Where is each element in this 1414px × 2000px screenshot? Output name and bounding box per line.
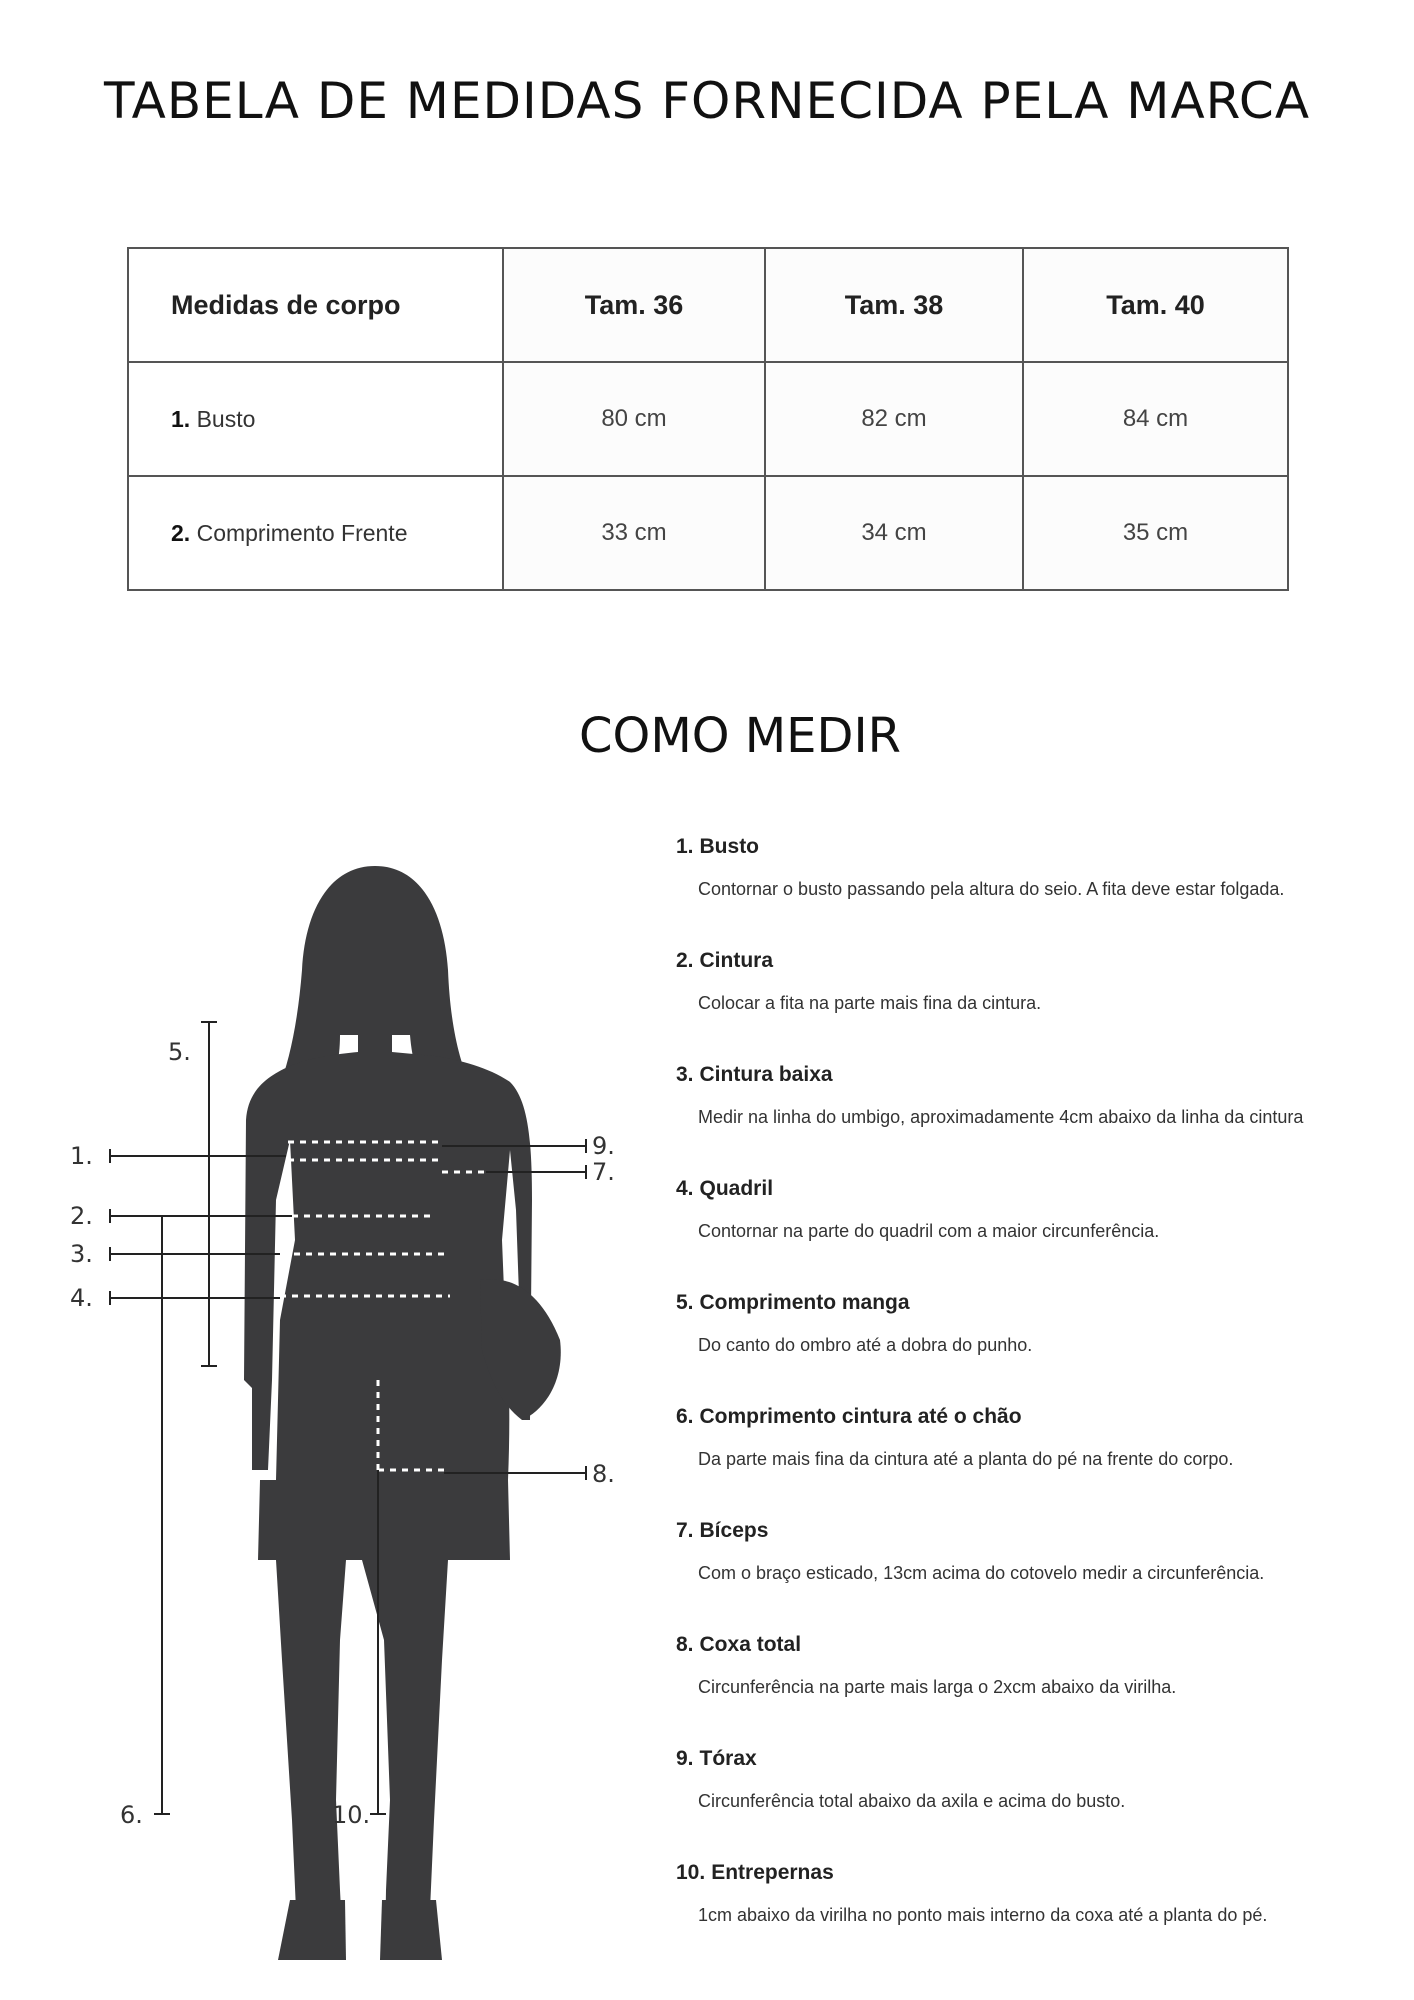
row-label bbox=[128, 362, 503, 476]
step-description: Contornar na parte do quadril com a maior circunferência. bbox=[698, 1221, 1160, 1241]
step-description: Contornar o busto passando pela altura do seio. A fita deve estar folgada. bbox=[698, 879, 1285, 899]
size-table bbox=[127, 247, 1289, 591]
table-cell: 84 cm bbox=[1023, 362, 1288, 476]
step-title: Comprimento manga bbox=[699, 1291, 910, 1314]
step-description: Com o braço esticado, 13cm acima do cotovelo medir a circunferência. bbox=[698, 1563, 1265, 1583]
step-description: Da parte mais fina da cintura até a planta do pé na frente do corpo. bbox=[698, 1449, 1234, 1469]
step-number: 6. bbox=[676, 1405, 694, 1428]
table-cell: 34 cm bbox=[765, 476, 1023, 590]
header-size-38: Tam. 38 bbox=[765, 248, 1023, 362]
list-item bbox=[676, 835, 1376, 949]
step-description: Circunferência na parte mais larga o 2xcm abaixo da virilha. bbox=[698, 1677, 1177, 1697]
figure-label-3: 3. bbox=[70, 1240, 93, 1268]
step-description: 1cm abaixo da virilha no ponto mais interno da coxa até a planta do pé. bbox=[698, 1905, 1268, 1925]
step-number: 9. bbox=[676, 1747, 694, 1770]
step-description: Circunferência total abaixo da axila e acima do busto. bbox=[698, 1791, 1126, 1811]
list-item bbox=[676, 1291, 1376, 1405]
figure-label-4: 4. bbox=[70, 1284, 93, 1312]
step-title: Busto bbox=[699, 835, 760, 858]
header-size-40: Tam. 40 bbox=[1023, 248, 1288, 362]
header-measure-label: Medidas de corpo bbox=[128, 248, 503, 362]
figure-label-5: 5. bbox=[168, 1038, 191, 1066]
figure-label-2: 2. bbox=[70, 1202, 93, 1230]
measurement-instructions bbox=[676, 835, 1376, 1975]
row-number: 2. bbox=[171, 519, 191, 546]
row-number: 1. bbox=[171, 405, 191, 432]
step-number: 3. bbox=[676, 1063, 694, 1086]
step-title: Entrepernas bbox=[711, 1861, 834, 1884]
step-description: Do canto do ombro até a dobra do punho. bbox=[698, 1335, 1033, 1355]
step-title: Cintura baixa bbox=[699, 1063, 833, 1086]
row-label bbox=[128, 476, 503, 590]
step-number: 10. bbox=[676, 1861, 706, 1884]
silhouette-diagram bbox=[40, 820, 660, 1960]
step-title: Coxa total bbox=[699, 1633, 802, 1656]
table-cell: 82 cm bbox=[765, 362, 1023, 476]
row-name: Busto bbox=[196, 405, 256, 432]
figure-label-7: 7. bbox=[592, 1158, 615, 1186]
step-description: Medir na linha do umbigo, aproximadamente 4cm abaixo da linha da cintura bbox=[698, 1107, 1304, 1127]
step-description: Colocar a fita na parte mais fina da cintura. bbox=[698, 993, 1042, 1013]
table-cell: 80 cm bbox=[503, 362, 765, 476]
step-number: 1. bbox=[676, 835, 694, 858]
list-item bbox=[676, 1177, 1376, 1291]
step-title: Tórax bbox=[699, 1747, 757, 1770]
list-item bbox=[676, 1633, 1376, 1747]
step-number: 2. bbox=[676, 949, 694, 972]
size-table-container bbox=[127, 247, 1287, 591]
figure-label-6: 6. bbox=[120, 1801, 143, 1829]
list-item bbox=[676, 1861, 1376, 1975]
step-number: 5. bbox=[676, 1291, 694, 1314]
table-cell: 33 cm bbox=[503, 476, 765, 590]
list-item bbox=[676, 949, 1376, 1063]
step-number: 7. bbox=[676, 1519, 694, 1542]
list-item bbox=[676, 1405, 1376, 1519]
table-row bbox=[128, 476, 1288, 590]
step-number: 4. bbox=[676, 1177, 694, 1200]
body-measurement-figure bbox=[40, 820, 660, 1960]
figure-label-8: 8. bbox=[592, 1460, 615, 1488]
step-number: 8. bbox=[676, 1633, 694, 1656]
figure-label-1: 1. bbox=[70, 1142, 93, 1170]
table-cell: 35 cm bbox=[1023, 476, 1288, 590]
figure-label-10: 10. bbox=[332, 1801, 371, 1829]
page-title: TABELA DE MEDIDAS FORNECIDA PELA MARCA bbox=[103, 72, 1311, 130]
list-item bbox=[676, 1519, 1376, 1633]
step-title: Bíceps bbox=[699, 1519, 769, 1542]
figure-label-9: 9. bbox=[592, 1132, 615, 1160]
step-title: Cintura bbox=[699, 949, 774, 972]
step-title: Quadril bbox=[699, 1177, 774, 1200]
list-item bbox=[676, 1063, 1376, 1177]
step-title: Comprimento cintura até o chão bbox=[699, 1405, 1022, 1428]
section-title: COMO MEDIR bbox=[579, 708, 901, 764]
silhouette bbox=[244, 866, 561, 1960]
table-row bbox=[128, 362, 1288, 476]
header-size-36: Tam. 36 bbox=[503, 248, 765, 362]
list-item bbox=[676, 1747, 1376, 1861]
size-table-header-row bbox=[128, 248, 1288, 362]
row-name: Comprimento Frente bbox=[196, 519, 408, 546]
